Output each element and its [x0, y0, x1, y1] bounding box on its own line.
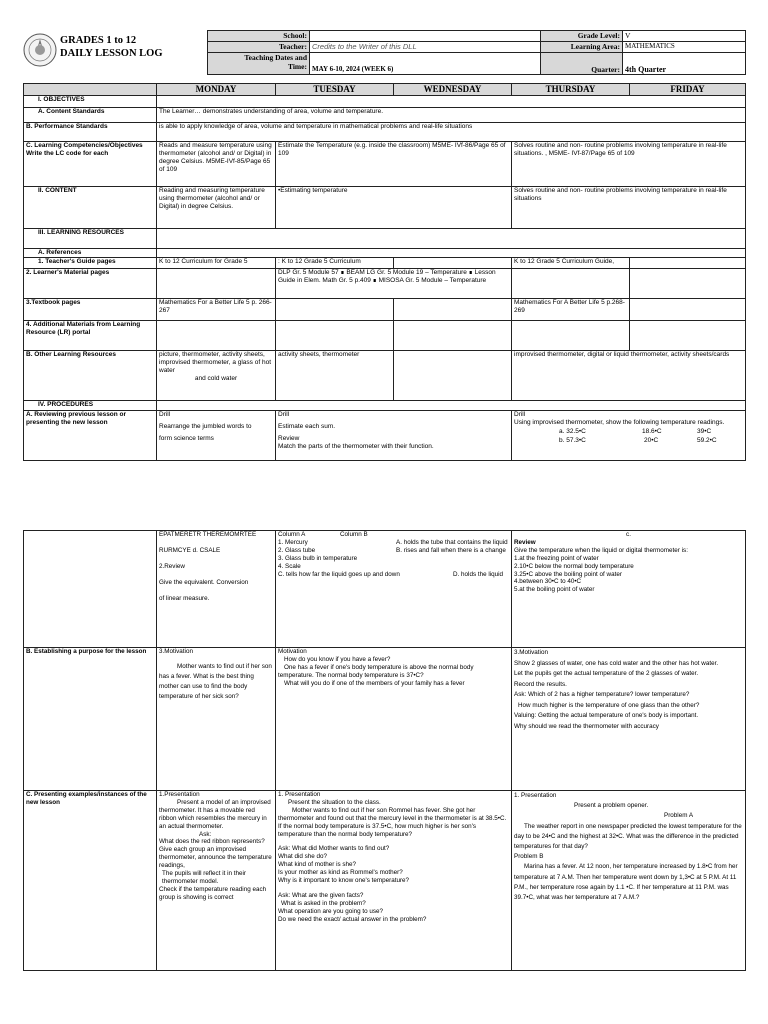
day-tuesday: TUESDAY [276, 84, 394, 96]
tue-item-3: 3. Glass bulb in temperature [278, 554, 358, 562]
lesson-table-page1 [23, 83, 746, 461]
tb-thursday: Mathematics For A Better Life 5 p.268- 269 [512, 299, 630, 321]
olr-monday-2: and cold water [194, 375, 238, 382]
rev-thu-a3: 39•C [697, 428, 712, 435]
tue-item-2: 2. Glass tube [278, 546, 316, 554]
olr-thursday: improvised thermometer, digital or liquid thermometer, activity sheets/cards [512, 351, 746, 401]
content-tuesday: •Estimating temperature [276, 187, 512, 229]
teachers-guide-label: 1. Teacher's Guide pages [24, 258, 157, 269]
header-info-left [207, 30, 541, 75]
pres-thu-problem-a-text: The weather report in one newspaper predicted the lowest temperature for the day to be 24•C and the highest at 32•C. What was the difference in the predicted temperatures for that day? [514, 822, 742, 851]
pres-mon-heading: 1.Presentation [159, 791, 200, 798]
rev-tue-match: Match the parts of the thermometer with their function. [278, 443, 434, 450]
review-label: A. Reviewing previous lesson or presenting the new lesson [26, 411, 127, 426]
thu-item-3: 3.25•C above the boiling point of water [514, 570, 622, 578]
pres-thu-problem-a: Problem A [664, 812, 694, 820]
content-standards-label: A. Content Standards [24, 108, 157, 123]
rev-thu-a2: 18.6•C [642, 428, 662, 435]
purpose-thu-why: Why should we read the thermometer with accuracy [514, 722, 659, 730]
pres-tue-ask1: Ask: What did Mother wants to find out? [278, 845, 390, 853]
thu-review: Review [514, 538, 536, 546]
rev-thu-b2: 20•C [644, 437, 659, 444]
purpose-tue-text: One has a fever if one's body temperature is above the normal body temperature. The normal body temperature is 37•C? [278, 663, 474, 679]
purpose-thu-how: How much higher is the temperature of one glass than the other? [518, 701, 700, 709]
learning-competencies-label: C. Learning Competencies/Objectives Write the LC code for each [24, 142, 157, 187]
lc-monday: Reads and measure temperature using thermometer (alcohol and/ or Digital) in degree Celsius. M5ME-IVf-85/Page 65 of 109 [157, 142, 276, 187]
content-thursday: Solves routine and non- routine problems involving temperature in real-life situations [512, 187, 746, 229]
pres-tue-ask7: What is asked in the problem? [281, 899, 366, 907]
tg-monday: K to 12 Curriculum for Grade 5 [157, 258, 276, 269]
day-monday: MONDAY [157, 84, 276, 96]
day-wednesday: WEDNESDAY [394, 84, 512, 96]
rev-mon-drill: Drill [159, 411, 171, 418]
tue-item-5b: D. holds the liquid [453, 570, 504, 578]
dates-value: MAY 6-10, 2024 (WEEK 6) [310, 53, 541, 75]
purpose-tue-q1: How do you know if you have a fever? [284, 655, 391, 663]
tue-item-5: C. tells how far the liquid goes up and down [278, 570, 400, 578]
purpose-thu-ask: Ask: Which of 2 has a higher temperature? lower temperature? [514, 691, 690, 698]
content-monday: Reading and measuring temperature using thermometer (alcohol and/ or Digital) in degree Celsius. [157, 187, 276, 229]
other-resources-label: B. Other Learning Resources [24, 351, 157, 401]
pres-mon-give: Give each group an improvised thermometer, announce the temperature readings, [159, 846, 272, 870]
pres-tue-ask9: Do we need the exact/ actual answer in the problem? [278, 915, 427, 923]
content-standards: The Learner… demonstrates understanding of area, volume and temperature. [157, 108, 746, 123]
pres-mon-reflect: The pupils will reflect it in their thermometer model. [162, 870, 246, 885]
purpose-tue-motivation: Motivation [278, 648, 307, 655]
pres-tue-ask2: What did she do? [278, 853, 328, 861]
jumbled-words-2: RURMCYE d. CSALE [159, 546, 221, 554]
pres-tue-ask4: Is your mother as kind as Rommel's mother? [278, 869, 403, 877]
grade-level-label: Grade Level: [541, 31, 623, 42]
purpose-mon-motivation: 3.Motivation [159, 648, 193, 655]
rev-thu-drill: Drill [514, 411, 526, 418]
mon-linear-measure: of linear measure. [159, 594, 210, 602]
lesson-table-page2 [23, 530, 746, 971]
purpose-thu-let: Let the pupils get the actual temperature of the 2 glasses of water. [514, 670, 699, 677]
purpose-tue-q2: What will you do if one of the members of your family has a fever [284, 679, 465, 687]
pres-mon-q1: What does the red ribbon represents? [159, 838, 265, 846]
learners-material-label: 2. Learner's Material pages [24, 269, 157, 299]
rev-thu-a: a. 32.5•C [559, 428, 586, 435]
rev-mon-rearrange: Rearrange the jumbled words to [159, 423, 252, 430]
presenting-label: C. Presenting examples/instances of the new lesson [24, 791, 157, 971]
olr-monday: picture, thermometer, activity sheets, improvised thermometer, a glass of hot water [159, 351, 271, 374]
day-thursday: THURSDAY [512, 84, 630, 96]
purpose-mon-text: Mother wants to find out if her son has a fever. What is the best thing mother can use to find the body temperature of her sick son? [159, 662, 272, 700]
learning-area-value: MATHEMATICS [623, 42, 746, 53]
header-info-right [540, 30, 746, 75]
rev-mon-form: form science terms [159, 435, 214, 442]
thu-item-4: 4.between 30•C to 40•C [514, 578, 582, 586]
day-friday: FRIDAY [630, 84, 746, 96]
lm-tuesday: DLP Gr. 5 Module 57 ∎ BEAM LG Gr. 5 Module 19 – Temperature ∎ Lesson Guide in Elem. Math Gr. 5 p.409 ∎ MISOSA Gr. 5 Module – Temperature [276, 269, 512, 299]
rev-tue-drill: Drill [278, 411, 290, 418]
purpose-thu-show: Show 2 glasses of water, one has cold water and the other has hot water. [514, 659, 719, 667]
title-grades: GRADES 1 to 12 [60, 35, 137, 46]
olr-tuesday: activity sheets, thermometer [276, 351, 394, 401]
thu-item-5: 5.at the boiling point of water [514, 586, 595, 594]
performance-standards-label: B. Performance Standards [24, 123, 157, 142]
teacher-value: Credits to the Writer of this DLL [310, 42, 541, 53]
pres-tue-situation: Present the situation to the class. [288, 798, 381, 806]
pres-thu-heading: 1. Presentation [514, 792, 557, 799]
quarter-value: 4th Quarter [623, 53, 746, 75]
objectives-heading: I. OBJECTIVES [24, 96, 157, 108]
lc-tuesday: Estimate the Temperature (e.g. inside the classroom) M5ME- IVf-86/Page 65 of 109 [276, 142, 512, 187]
textbook-pages-label: 3.Textbook pages [24, 299, 157, 321]
pres-tue-heading: 1. Presentation [278, 791, 321, 798]
tg-tuesday: : K to 12 Grade 5 Curriculum [276, 258, 394, 269]
teacher-label: Teacher: [208, 42, 310, 53]
thu-c: c. [626, 531, 631, 538]
purpose-thu-valuing: Valuing: Getting the actual temperature of one's body is important. [514, 712, 699, 719]
rev-thu-b: b. 57.3•C [559, 437, 586, 444]
jumbled-words-1: EPATMERETR THEREMOMRTEE [159, 531, 257, 538]
purpose-thu-motivation: 3.Motivation [514, 649, 548, 656]
time-label: Time: [287, 62, 307, 71]
tg-thursday: K to 12 Grade 5 Curriculum Guide, [512, 258, 630, 269]
pres-mon-check: Check if the temperature reading each group is showing is correct [159, 885, 267, 901]
learning-area-label: Learning Area: [541, 42, 623, 53]
quarter-label: Quarter: [541, 53, 623, 75]
pres-mon-model: Present a model of an improvised thermometer. It has a movable red ribbon which resembles the mercury in an actual thermometer. [159, 798, 271, 830]
learning-resources-heading: III. LEARNING RESOURCES [24, 229, 157, 249]
pres-tue-ask5: Why is it important to know one's temperature? [278, 877, 410, 885]
rev-thu-b3: 59.2•C [697, 437, 717, 444]
deped-seal [23, 33, 57, 67]
tue-item-1: 1. Mercury [278, 539, 308, 546]
school-value [310, 31, 541, 42]
pres-tue-story: Mother wants to find out if her son Rommel has fever. She got her thermometer and found out that the mercury level in the thermometer is at 38.5•C. If the normal body temperature is 37.5•C, how much higher is her son's temperature than the normal body temperature? [278, 806, 507, 838]
additional-materials-label: 4. Additional Materials from Learning Resource (LR) portal [24, 321, 157, 351]
tb-monday: Mathematics For a Better Life 5 p. 266- 267 [157, 299, 276, 321]
title-daily-lesson-log: DAILY LESSON LOG [60, 48, 163, 59]
thu-item-1: 1.at the freezing point of water [514, 554, 599, 562]
performance-standards: is able to apply knowledge of area, volume and temperature in mathematical problems and real-life situations [157, 123, 746, 142]
lc-thursday: Solves routine and non- routine problems involving temperature in real-life situations. , M5ME- IVf-87/Page 65 of 109 [512, 142, 746, 187]
column-a: Column A [278, 531, 306, 538]
content-heading: II. CONTENT [24, 187, 157, 229]
pres-thu-opener: Present a problem opener. [574, 802, 649, 810]
thu-item-2: 2.10•C below the normal body temperature [514, 562, 634, 570]
purpose-label: B. Establishing a purpose for the lesson [24, 648, 157, 791]
mon-give-equivalent: Give the equivalent. Conversion [159, 578, 249, 586]
tue-item-2b: B. rises and fall when there is a change [396, 546, 506, 554]
dates-label: Teaching Dates and [244, 53, 307, 62]
tue-item-1b: A. holds the tube that contains the liquid [396, 539, 508, 546]
column-b: Column B [340, 531, 368, 538]
rev-thu-using: Using improvised thermometer, show the following temperature readings. [514, 419, 725, 426]
pres-thu-problem-b: Problem B [514, 853, 544, 861]
thu-give-temp: Give the temperature when the liquid or digital thermometer is: [514, 546, 688, 554]
rev-tue-estimate: Estimate each sum. [278, 423, 336, 430]
grade-level-value: V [623, 31, 746, 42]
pres-tue-ask8: What operation are you going to use? [278, 907, 384, 915]
rev-tue-review: Review [278, 435, 300, 442]
pres-tue-ask3: What kind of mother is she? [278, 861, 357, 869]
procedures-heading: IV. PROCEDURES [24, 401, 157, 411]
pres-thu-problem-b-text: Marina has a fever. At 12 noon, her temperature increased by 1.8•C from her temperature at 7 A.M. Then her temperature went down by 1,3•C at 5 P.M. At 11 P.M., her temperature rose again by 1.1 •C. If her temperature at 11 P.M. was 39.7•C, what was her temperature at 7 A.M.? [514, 863, 738, 902]
school-label: School: [208, 31, 310, 42]
pres-tue-ask6: Ask: What are the given facts? [278, 891, 364, 899]
references-label: A. References [24, 249, 157, 258]
purpose-thu-record: Record the results. [514, 680, 567, 688]
tue-item-4: 4. Scale [278, 562, 301, 570]
pres-mon-ask: Ask: [199, 830, 212, 838]
mon-review: 2.Review [159, 562, 185, 570]
